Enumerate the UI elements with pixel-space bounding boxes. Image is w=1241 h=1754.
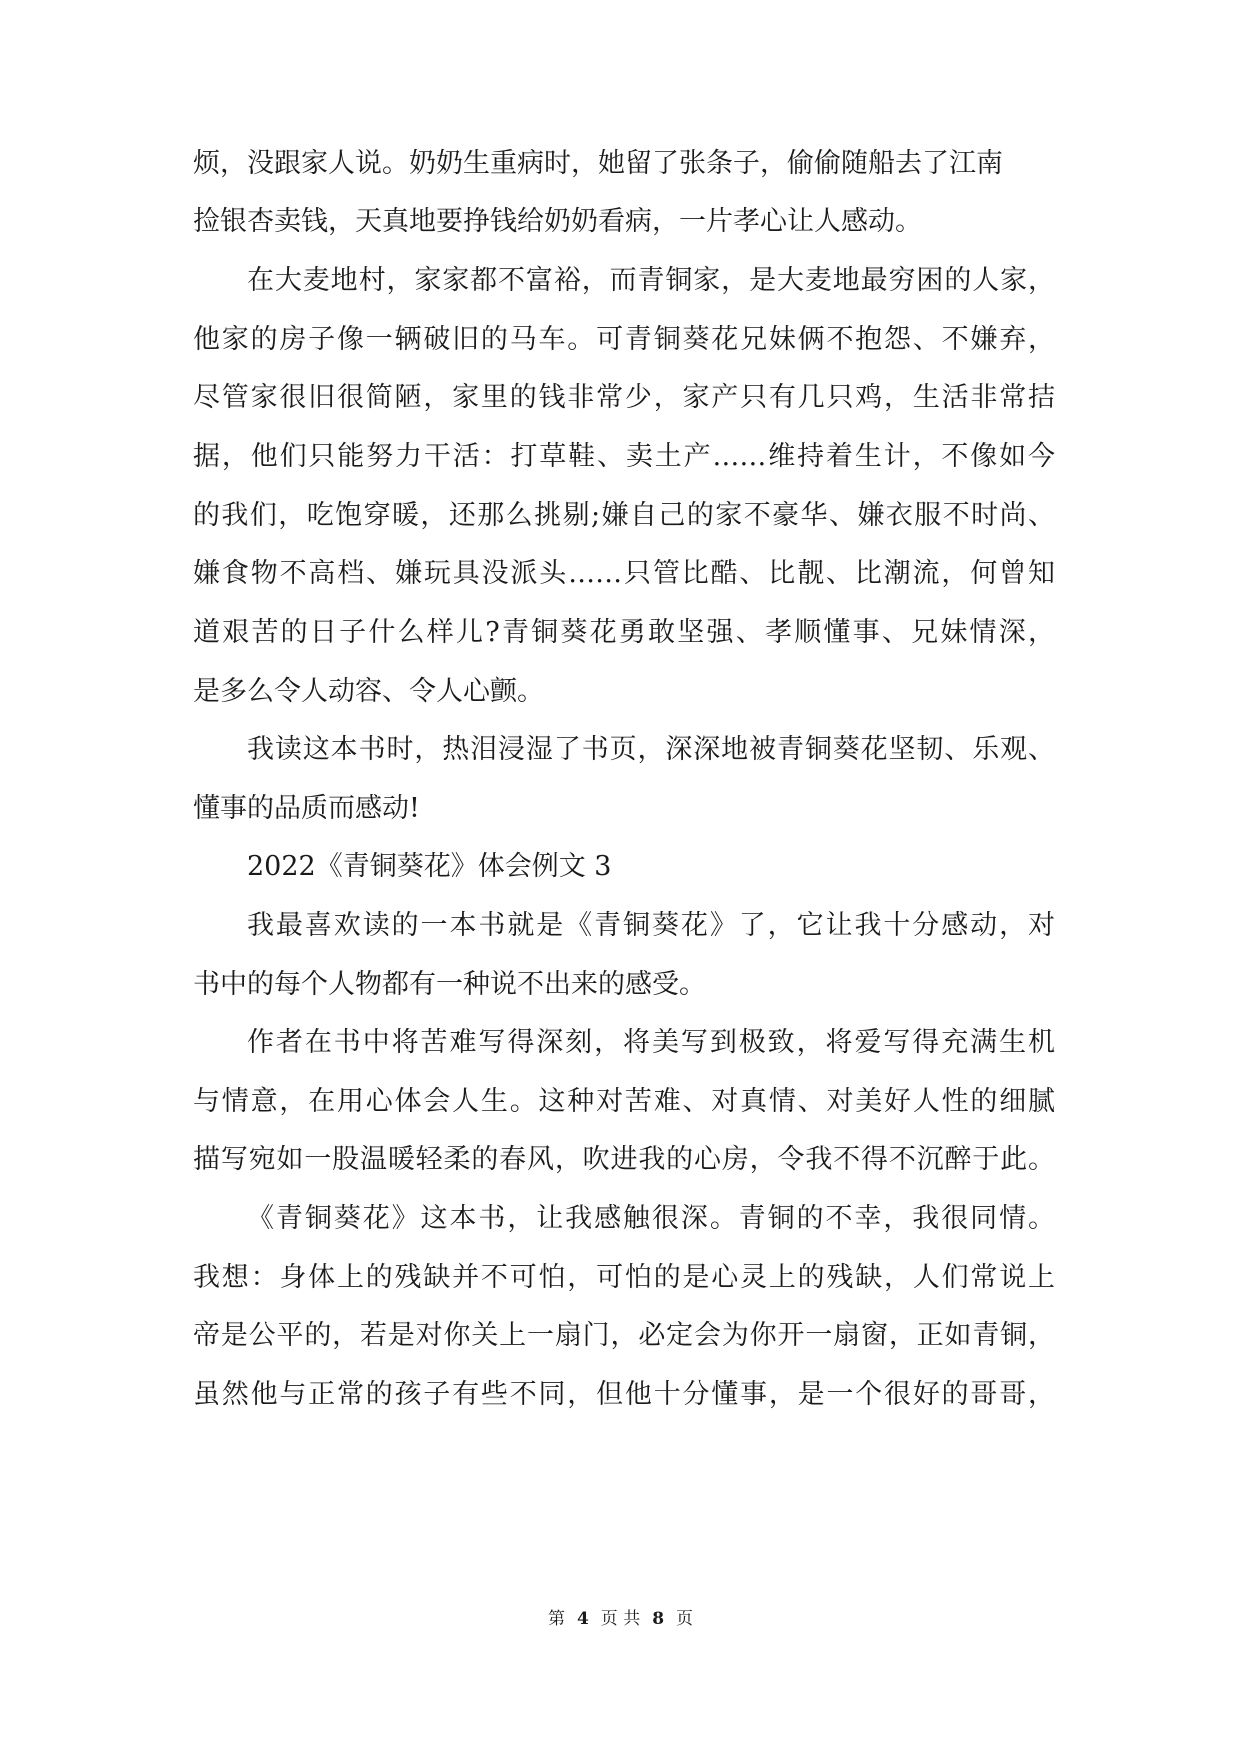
page-middle: 页 共 bbox=[600, 1609, 641, 1629]
paragraph-line: 我读这本书时，热泪浸湿了书页，深深地被青铜葵花坚韧、乐观、 bbox=[247, 734, 1055, 765]
paragraph-line: 《青铜葵花》这本书，让我感触很深。青铜的不幸，我很同情。 bbox=[247, 1203, 1055, 1234]
page-prefix: 第 bbox=[547, 1609, 565, 1629]
paragraph-line: 我想：身体上的残缺并不可怕，可怕的是心灵上的残缺，人们常说上 bbox=[193, 1262, 1055, 1293]
paragraph-line: 描写宛如一股温暖轻柔的春风，吹进我的心房，令我不得不沉醉于此。 bbox=[193, 1144, 1055, 1175]
page-suffix: 页 bbox=[676, 1609, 694, 1629]
paragraph-line: 懂事的品质而感动! bbox=[193, 793, 420, 824]
paragraph-line: 嫌食物不高档、嫌玩具没派头……只管比酷、比靓、比潮流，何曾知 bbox=[193, 558, 1055, 589]
section-heading: 2022《青铜葵花》体会例文 3 bbox=[247, 851, 612, 882]
paragraph-line: 作者在书中将苦难写得深刻，将美写到极致，将爱写得充满生机 bbox=[247, 1027, 1055, 1058]
paragraph-line: 帝是公平的，若是对你关上一扇门，必定会为你开一扇窗，正如青铜， bbox=[193, 1320, 1055, 1351]
paragraph-line: 在大麦地村，家家都不富裕，而青铜家，是大麦地最穷困的人家， bbox=[247, 265, 1055, 296]
paragraph-line: 我最喜欢读的一本书就是《青铜葵花》了，它让我十分感动，对 bbox=[247, 910, 1055, 941]
paragraph-line: 是多么令人动容、令人心颤。 bbox=[193, 676, 544, 707]
paragraph-line: 的我们，吃饱穿暖，还那么挑剔;嫌自己的家不豪华、嫌衣服不时尚、 bbox=[193, 500, 1055, 531]
paragraph-line: 道艰苦的日子什么样儿?青铜葵花勇敢坚强、孝顺懂事、兄妹情深， bbox=[193, 617, 1055, 648]
paragraph-line: 捡银杏卖钱，天真地要挣钱给奶奶看病，一片孝心让人感动。 bbox=[193, 206, 922, 237]
page-footer bbox=[0, 1608, 1241, 1630]
page-total: 8 bbox=[652, 1609, 665, 1629]
paragraph-line: 书中的每个人物都有一种说不出来的感受。 bbox=[193, 969, 706, 1000]
paragraph-line: 与情意，在用心体会人生。这种对苦难、对真情、对美好人性的细腻 bbox=[193, 1086, 1055, 1117]
page-number: 4 bbox=[576, 1609, 589, 1629]
paragraph-line: 虽然他与正常的孩子有些不同，但他十分懂事，是一个很好的哥哥， bbox=[193, 1379, 1055, 1410]
paragraph-line: 烦，没跟家人说。奶奶生重病时，她留了张条子，偷偷随船去了江南 bbox=[193, 148, 1003, 179]
paragraph-line: 据，他们只能努力干活：打草鞋、卖土产……维持着生计，不像如今 bbox=[193, 441, 1055, 472]
paragraph-line: 他家的房子像一辆破旧的马车。可青铜葵花兄妹俩不抱怨、不嫌弃， bbox=[193, 324, 1055, 355]
paragraph-line: 尽管家很旧很简陋，家里的钱非常少，家产只有几只鸡，生活非常拮 bbox=[193, 382, 1055, 413]
